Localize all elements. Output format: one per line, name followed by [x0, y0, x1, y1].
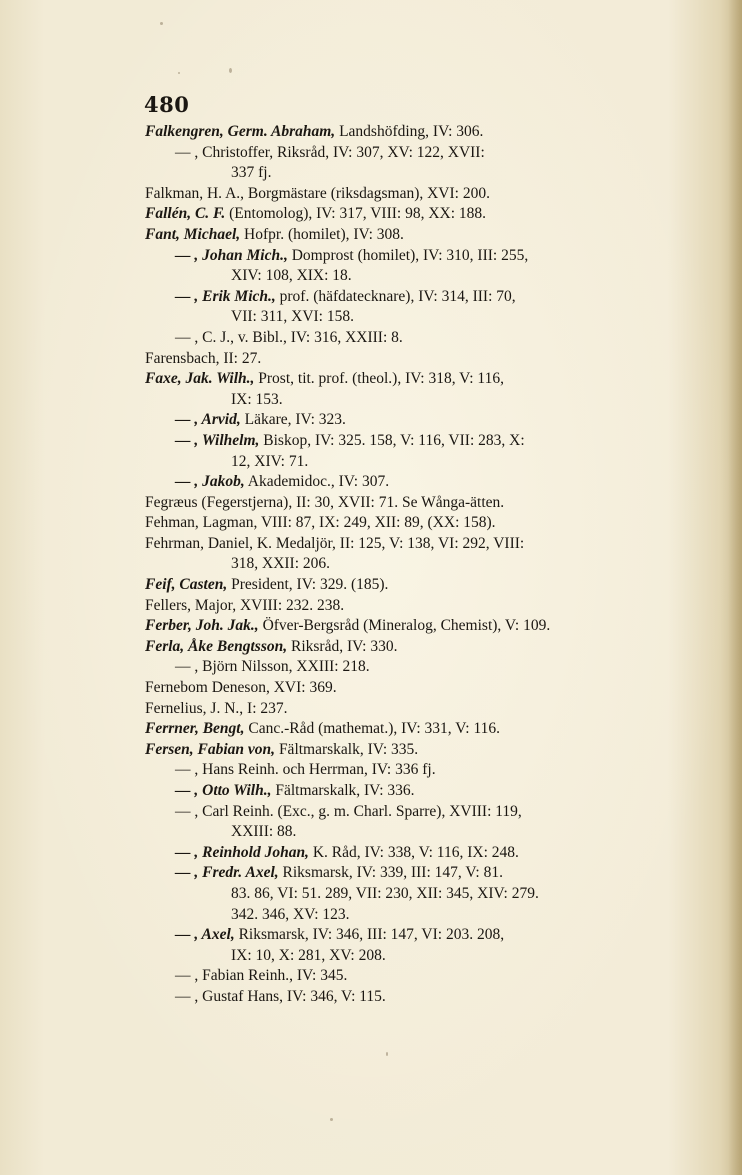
entry-text: Farensbach, II: 27. [145, 349, 262, 367]
entry-text: — , C. J., v. Bibl., IV: 316, XXIII: 8. [175, 328, 403, 346]
paper-speck [386, 1052, 388, 1056]
entry-text: Fehrman, Daniel, K. Medaljör, II: 125, V: 138, VI: 292, VIII: [145, 534, 525, 552]
index-entry [145, 637, 705, 658]
entry-text: Läkare, IV: 323. [240, 411, 346, 429]
index-entry [145, 349, 705, 370]
entry-text: Biskop, IV: 325. 158, V: 116, VII: 283, X: [259, 431, 525, 449]
paper-speck [160, 22, 163, 25]
entry-text: 337 fj. [231, 164, 272, 182]
entry-text: 12, XIV: 71. [231, 452, 309, 470]
index-entry-continuation [145, 884, 705, 905]
entry-text: Prost, tit. prof. (theol.), IV: 318, V: 116, [254, 370, 504, 388]
entry-text: — , Gustaf Hans, IV: 346, V: 115. [175, 987, 386, 1005]
entry-text: Fernelius, J. N., I: 237. [145, 699, 288, 717]
entry-text: Fegræus (Fegerstjerna), II: 30, XVII: 71. Se Wånga-ätten. [145, 493, 505, 511]
index-subentry [145, 410, 705, 431]
entry-text: IX: 153. [231, 390, 283, 408]
entry-text: Riksmarsk, IV: 339, III: 147, V: 81. [278, 864, 503, 882]
entry-text: K. Råd, IV: 338, V: 116, IX: 248. [308, 843, 519, 861]
entry-text: 318, XXII: 206. [231, 555, 331, 573]
entry-text: IX: 10, X: 281, XV: 208. [231, 946, 386, 964]
entry-text: XIV: 108, XIX: 18. [231, 267, 352, 285]
index-subentry [145, 987, 705, 1008]
entry-text: President, IV: 329. (185). [227, 576, 389, 594]
index-subentry [145, 657, 705, 678]
index-entry [145, 575, 705, 596]
entry-name: — , Erik Mich., [175, 287, 276, 305]
entry-name: Fant, Michael, [145, 225, 241, 243]
entry-text: Akademidoc., IV: 307. [244, 473, 390, 491]
index-subentry [145, 246, 705, 267]
entry-text: Fältmarskalk, IV: 336. [271, 782, 415, 799]
index-entries [145, 122, 705, 1008]
index-subentry [145, 843, 705, 864]
entry-text: prof. (häfdatecknare), IV: 314, III: 70, [275, 287, 516, 305]
index-entry [145, 225, 705, 246]
entry-text: Falkman, H. A., Borgmästare (riksdagsman), XVI: 200. [145, 184, 490, 202]
entry-name: — , Wilhelm, [175, 431, 260, 449]
index-entry [145, 719, 705, 740]
entry-text: Fellers, Major, XVIII: 232. 238. [145, 596, 345, 614]
entry-text: (Entomolog), IV: 317, VIII: 98, XX: 188. [225, 205, 487, 223]
entry-name: Fallén, C. F. [145, 205, 226, 223]
entry-name: — , Reinhold Johan, [175, 843, 309, 861]
entry-text: — , Christoffer, Riksråd, IV: 307, XV: 122, XVII: [175, 143, 485, 161]
index-entry-continuation [145, 266, 705, 287]
index-subentry [145, 863, 705, 884]
index-subentry [145, 328, 705, 349]
entry-text: Riksråd, IV: 330. [287, 637, 398, 655]
entry-name: — , Arvid, [175, 411, 241, 429]
entry-name: Falkengren, Germ. Abraham, [145, 123, 336, 140]
index-entry [145, 513, 705, 534]
entry-name: — , Fredr. Axel, [175, 864, 279, 882]
index-entry [145, 678, 705, 699]
entry-text: 342. 346, XV: 123. [231, 905, 350, 923]
entry-text: XXIII: 88. [231, 823, 297, 841]
entry-name: Ferrner, Bengt, [145, 720, 245, 738]
index-entry-continuation [145, 390, 705, 411]
entry-name: — , Otto Wilh., [175, 782, 272, 799]
entry-text: Landshöfding, IV: 306. [335, 123, 484, 140]
index-entry [145, 204, 705, 225]
entry-name: — , Johan Mich., [175, 246, 288, 264]
entry-text: Canc.-Råd (mathemat.), IV: 331, V: 116. [244, 720, 501, 738]
index-subentry [145, 431, 705, 452]
index-entry [145, 534, 705, 555]
index-subentry [145, 966, 705, 987]
paper-speck [178, 72, 180, 74]
index-entry [145, 122, 705, 143]
paper-speck [330, 1118, 333, 1121]
index-entry-continuation [145, 452, 705, 473]
entry-name: Fersen, Fabian von, [145, 740, 276, 758]
entry-name: Ferla, Åke Bengtsson, [145, 637, 288, 655]
index-subentry [145, 287, 705, 308]
entry-text: 83. 86, VI: 51. 289, VII: 230, XII: 345, XIV: 279. [231, 884, 539, 902]
entry-text: Fehman, Lagman, VIII: 87, IX: 249, XII: 89, (XX: 158). [145, 514, 496, 532]
entry-name: — , Jakob, [175, 473, 245, 491]
index-entry [145, 493, 705, 514]
entry-name: — , Axel, [175, 926, 235, 944]
index-entry [145, 740, 705, 761]
index-entry-continuation [145, 946, 705, 967]
index-subentry [145, 925, 705, 946]
index-entry-continuation [145, 554, 705, 575]
index-entry [145, 369, 705, 390]
entry-text: — , Carl Reinh. (Exc., g. m. Charl. Sparre), XVIII: 119, [175, 802, 522, 820]
entry-text: — , Fabian Reinh., IV: 345. [175, 967, 348, 985]
index-entry-continuation [145, 822, 705, 843]
entry-text: Fältmarskalk, IV: 335. [275, 740, 419, 758]
entry-text: Hofpr. (homilet), IV: 308. [240, 225, 404, 243]
index-entry [145, 596, 705, 617]
index-subentry [145, 143, 705, 164]
page-number: 480 [144, 92, 190, 117]
entry-text: Riksmarsk, IV: 346, III: 147, VI: 203. 208, [234, 926, 505, 944]
entry-name: Feif, Casten, [145, 576, 228, 594]
index-subentry [145, 802, 705, 823]
index-entry [145, 184, 705, 205]
index-subentry [145, 760, 705, 781]
entry-text: — , Björn Nilsson, XXIII: 218. [175, 658, 370, 676]
index-entry [145, 699, 705, 720]
entry-name: Faxe, Jak. Wilh., [145, 370, 255, 388]
entry-text: Öfver-Bergsråd (Mineralog, Chemist), V: 109. [258, 617, 551, 635]
index-subentry [145, 781, 705, 802]
index-entry [145, 616, 705, 637]
entry-text: Fernebom Deneson, XVI: 369. [145, 679, 337, 697]
index-subentry [145, 472, 705, 493]
entry-text: VII: 311, XVI: 158. [231, 308, 354, 326]
entry-text: — , Hans Reinh. och Herrman, IV: 336 fj. [175, 761, 436, 779]
paper-speck [229, 68, 232, 73]
index-entry-continuation [145, 307, 705, 328]
page-edge-shadow [728, 0, 742, 1175]
entry-name: Ferber, Joh. Jak., [145, 617, 259, 635]
index-entry-continuation [145, 163, 705, 184]
entry-text: Domprost (homilet), IV: 310, III: 255, [287, 246, 529, 264]
index-entry-continuation [145, 905, 705, 926]
